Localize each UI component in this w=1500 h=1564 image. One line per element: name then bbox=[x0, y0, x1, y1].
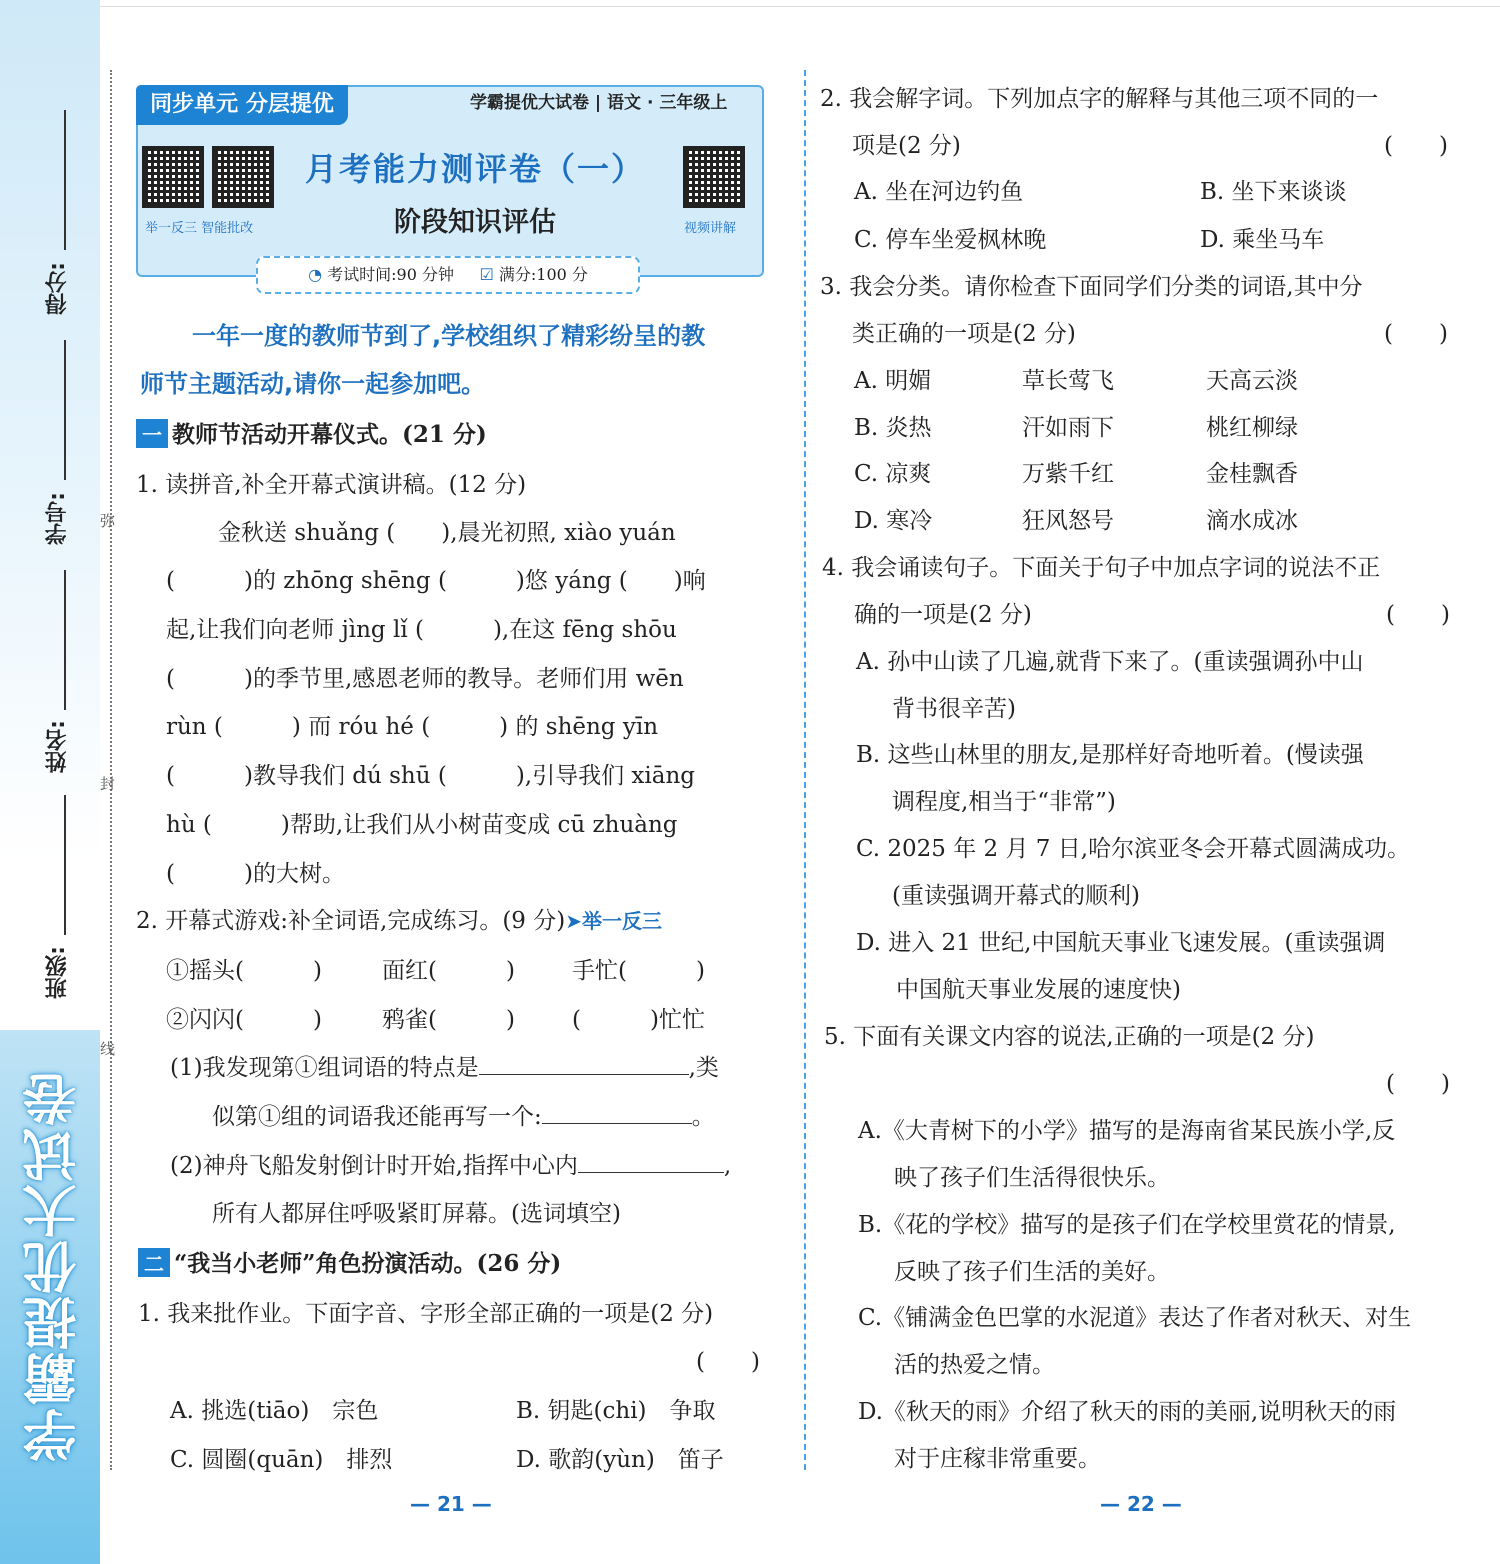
q1-line-6: ( )教导我们 dú shū ( ),引导我们 xiāng bbox=[166, 763, 695, 789]
q2-sub2-answer-blank[interactable] bbox=[578, 1150, 724, 1173]
student-no-label: 学号: bbox=[45, 492, 70, 545]
r-q5-option-d-1[interactable]: D.《秋天的雨》介绍了秋天的雨的美丽,说明秋天的雨 bbox=[858, 1399, 1397, 1425]
r-q3-option-a-3: 天高云淡 bbox=[1206, 368, 1298, 394]
r-q3-option-b-3: 桃红柳绿 bbox=[1206, 415, 1298, 441]
q1-line-8: ( )的大树。 bbox=[166, 861, 345, 887]
r-q5-title: 5. 下面有关课文内容的说法,正确的一项是(2 分) bbox=[824, 1024, 1315, 1050]
page-number-left: — 21 — bbox=[410, 1492, 492, 1516]
qr-caption-right: 视频讲解 bbox=[684, 221, 737, 236]
r-q3-line-2: 类正确的一项是(2 分) bbox=[852, 321, 1076, 347]
r-q5-option-a-1[interactable]: A.《大青树下的小学》描写的是海南省某民族小学,反 bbox=[858, 1118, 1396, 1144]
q2-row1-c: 手忙( ) bbox=[572, 958, 705, 984]
r-q2-line-1: 2. 我会解字词。下列加点字的解释与其他三项不同的一 bbox=[820, 86, 1379, 112]
sub-title: 阶段知识评估 bbox=[394, 207, 556, 238]
q2-sub2-text: (2)神舟飞船发射倒计时开始,指挥中心内 bbox=[170, 1153, 578, 1179]
s2q1-answer-paren[interactable]: ( ) bbox=[696, 1349, 760, 1375]
name-label: 姓名: bbox=[45, 720, 70, 773]
q1-line-5: rùn ( ) 而 róu hé ( ) 的 shēng yīn bbox=[166, 714, 659, 740]
q1-line-4: ( )的季节里,感恩老师的教导。老师们用 wēn bbox=[166, 666, 684, 692]
q2-sub1-line1 bbox=[170, 1049, 719, 1082]
q2-row1-b: 面红( ) bbox=[382, 958, 515, 984]
r-q2-option-d[interactable]: D. 乘坐马车 bbox=[1200, 227, 1325, 253]
r-q5-answer-paren[interactable]: ( ) bbox=[1386, 1071, 1450, 1097]
qr-caption-left: 举一反三 智能批改 bbox=[145, 221, 254, 236]
q2-row2-c: ( )忙忙 bbox=[572, 1007, 705, 1033]
r-q3-option-c-2: 万紫千红 bbox=[1022, 461, 1114, 487]
r-q4-option-a-1[interactable]: A. 孙中山读了几遍,就背下来了。(重读强调孙中山 bbox=[856, 649, 1364, 675]
q2-sub2-suffix: , bbox=[723, 1153, 732, 1179]
score-label: 得分: bbox=[45, 262, 70, 315]
r-q5-option-b-2: 反映了孩子们生活的美好。 bbox=[894, 1259, 1170, 1285]
r-q2-option-a[interactable]: A. 坐在河边钓鱼 bbox=[854, 179, 1024, 205]
name-line bbox=[64, 570, 66, 710]
r-q4-option-b-2: 调程度,相当于“非常”) bbox=[892, 789, 1116, 815]
r-q5-option-a-2: 映了孩子们生活得很快乐。 bbox=[894, 1165, 1170, 1191]
r-q4-option-b-1[interactable]: B. 这些山林里的朋友,是那样好奇地听着。(慢读强 bbox=[856, 742, 1364, 768]
s2q1-option-c[interactable]: C. 圆圈(quān) 排烈 bbox=[170, 1447, 393, 1473]
section-1-title: 教师节活动开幕仪式。(21 分) bbox=[172, 421, 487, 448]
q2-title: 2. 开幕式游戏:补全词语,完成练习。(9 分) bbox=[136, 908, 566, 934]
section-2-number: 二 bbox=[138, 1248, 170, 1277]
check-icon: ☑ bbox=[479, 265, 494, 284]
main-title: 月考能力测评卷（一） bbox=[304, 150, 645, 188]
r-q2-line-2: 项是(2 分) bbox=[852, 133, 961, 159]
r-q3-option-a-2: 草长莺飞 bbox=[1022, 368, 1114, 394]
seal-char-mi: 弥 bbox=[100, 512, 116, 530]
q2-row2-a: ②闪闪( ) bbox=[166, 1007, 322, 1033]
student-no-line bbox=[64, 340, 66, 480]
r-q3-option-b-1[interactable]: B. 炎热 bbox=[854, 415, 932, 441]
r-q4-option-a-2: 背书很辛苦) bbox=[892, 696, 1016, 722]
q1-title: 1. 读拼音,补全开幕式演讲稿。(12 分) bbox=[136, 472, 527, 498]
class-label: 班级: bbox=[45, 946, 70, 999]
q2-sub2-line1 bbox=[170, 1147, 731, 1180]
score-line bbox=[64, 110, 66, 250]
q2-tag: ➤举一反三 bbox=[565, 909, 662, 933]
q2-row2-b: 鸦雀( ) bbox=[382, 1007, 515, 1033]
q2-sub1-extra-blank[interactable] bbox=[542, 1101, 692, 1124]
section-1-heading bbox=[136, 416, 487, 449]
s2q1-title: 1. 我来批作业。下面字音、字形全部正确的一项是(2 分) bbox=[138, 1301, 714, 1327]
q1-line-3: 起,让我们向老师 jìng lǐ ( ),在这 fēng shōu bbox=[166, 617, 677, 643]
s2q1-option-b[interactable]: B. 钥匙(chi) 争取 bbox=[516, 1398, 716, 1424]
series-tab: 同步单元 分层提优 bbox=[136, 85, 348, 125]
r-q3-answer-paren[interactable]: ( ) bbox=[1384, 321, 1448, 347]
qr-code-right bbox=[683, 146, 745, 208]
q1-line-2: ( )的 zhōng shēng ( )悠 yáng ( )响 bbox=[166, 568, 706, 594]
r-q4-option-d-1[interactable]: D. 进入 21 世纪,中国航天事业飞速发展。(重读强调 bbox=[856, 930, 1386, 956]
r-q5-option-d-2: 对于庄稼非常重要。 bbox=[894, 1446, 1101, 1472]
r-q2-answer-paren[interactable]: ( ) bbox=[1384, 133, 1448, 159]
intro-line-1: 一年一度的教师节到了,学校组织了精彩纷呈的教 bbox=[192, 322, 706, 350]
q2-sub1-answer-blank[interactable] bbox=[479, 1052, 689, 1075]
q1-line-1: 金秋送 shuǎng ( ),晨光初照, xiào yuán bbox=[218, 520, 676, 546]
page-number-right: — 22 — bbox=[1100, 1492, 1182, 1516]
s2q1-option-d[interactable]: D. 歌韵(yùn) 笛子 bbox=[516, 1447, 724, 1473]
r-q4-line-1: 4. 我会诵读句子。下面关于句子中加点字词的说法不正 bbox=[822, 555, 1381, 581]
q2-sub2-line2: 所有人都屏住呼吸紧盯屏幕。(选词填空) bbox=[212, 1201, 621, 1227]
top-rule bbox=[0, 6, 1500, 7]
brand-logo-text: 学霸提优大试卷 bbox=[21, 1070, 85, 1462]
r-q5-option-c-1[interactable]: C.《铺满金色巴掌的水泥道》表达了作者对秋天、对生 bbox=[858, 1305, 1412, 1331]
r-q3-option-d-3: 滴水成冰 bbox=[1206, 508, 1298, 534]
q2-sub1-end: 。 bbox=[691, 1104, 715, 1130]
q1-line-7: hù ( )帮助,让我们从小树苗变成 cū zhuàng bbox=[166, 812, 678, 838]
r-q3-option-a-1[interactable]: A. 明媚 bbox=[854, 368, 932, 394]
book-title: 学霸提优大试卷 | 语文 · 三年级上 bbox=[470, 93, 728, 113]
q2-title-line bbox=[136, 902, 662, 935]
r-q4-option-c-1[interactable]: C. 2025 年 2 月 7 日,哈尔滨亚冬会开幕式圆满成功。 bbox=[856, 836, 1411, 862]
r-q4-answer-paren[interactable]: ( ) bbox=[1386, 602, 1450, 628]
intro-line-2: 师节主题活动,请你一起参加吧。 bbox=[140, 370, 486, 398]
s2q1-option-a[interactable]: A. 挑选(tiāo) 宗色 bbox=[170, 1398, 379, 1424]
class-line bbox=[64, 795, 66, 935]
r-q4-line-2: 确的一项是(2 分) bbox=[854, 602, 1032, 628]
r-q5-option-c-2: 活的热爱之情。 bbox=[894, 1352, 1055, 1378]
r-q3-option-b-2: 汗如雨下 bbox=[1022, 415, 1114, 441]
r-q3-option-d-2: 狂风怒号 bbox=[1022, 508, 1114, 534]
section-2-heading bbox=[138, 1245, 561, 1278]
r-q3-option-c-1[interactable]: C. 凉爽 bbox=[854, 461, 932, 487]
seal-char-feng: 封 bbox=[100, 775, 116, 793]
r-q2-option-c[interactable]: C. 停车坐爱枫林晚 bbox=[854, 227, 1047, 253]
r-q5-option-b-1[interactable]: B.《花的学校》描写的是孩子们在学校里赏花的情景, bbox=[858, 1212, 1396, 1238]
seal-line bbox=[110, 70, 112, 1470]
qr-code-left-1 bbox=[142, 146, 204, 208]
q2-row1-a: ①摇头( ) bbox=[166, 958, 322, 984]
seal-char-xian: 线 bbox=[100, 1040, 116, 1058]
qr-code-left-2 bbox=[212, 146, 274, 208]
q2-sub1-line2 bbox=[212, 1098, 715, 1131]
q2-sub1-text: (1)我发现第①组词语的特点是 bbox=[170, 1055, 479, 1081]
section-2-title: “我当小老师”角色扮演活动。(26 分) bbox=[174, 1250, 562, 1277]
exam-time: 考试时间:90 分钟 bbox=[327, 265, 454, 284]
r-q2-option-b[interactable]: B. 坐下来谈谈 bbox=[1200, 179, 1347, 205]
r-q4-option-d-2: 中国航天事业发展的速度快) bbox=[896, 977, 1181, 1003]
exam-info bbox=[256, 256, 640, 294]
clock-icon: ◔ bbox=[308, 265, 323, 284]
full-score: 满分:100 分 bbox=[498, 265, 588, 284]
r-q3-line-1: 3. 我会分类。请你检查下面同学们分类的词语,其中分 bbox=[820, 274, 1363, 300]
center-divider bbox=[804, 70, 806, 1470]
r-q3-option-c-3: 金桂飘香 bbox=[1206, 461, 1298, 487]
q2-sub1-text2: 似第①组的词语我还能再写一个: bbox=[212, 1104, 542, 1130]
section-1-number: 一 bbox=[136, 419, 168, 448]
r-q3-option-d-1[interactable]: D. 寒冷 bbox=[854, 508, 933, 534]
q2-sub1-suffix: ,类 bbox=[688, 1055, 719, 1081]
r-q4-option-c-2: (重读强调开幕式的顺利) bbox=[892, 883, 1140, 909]
